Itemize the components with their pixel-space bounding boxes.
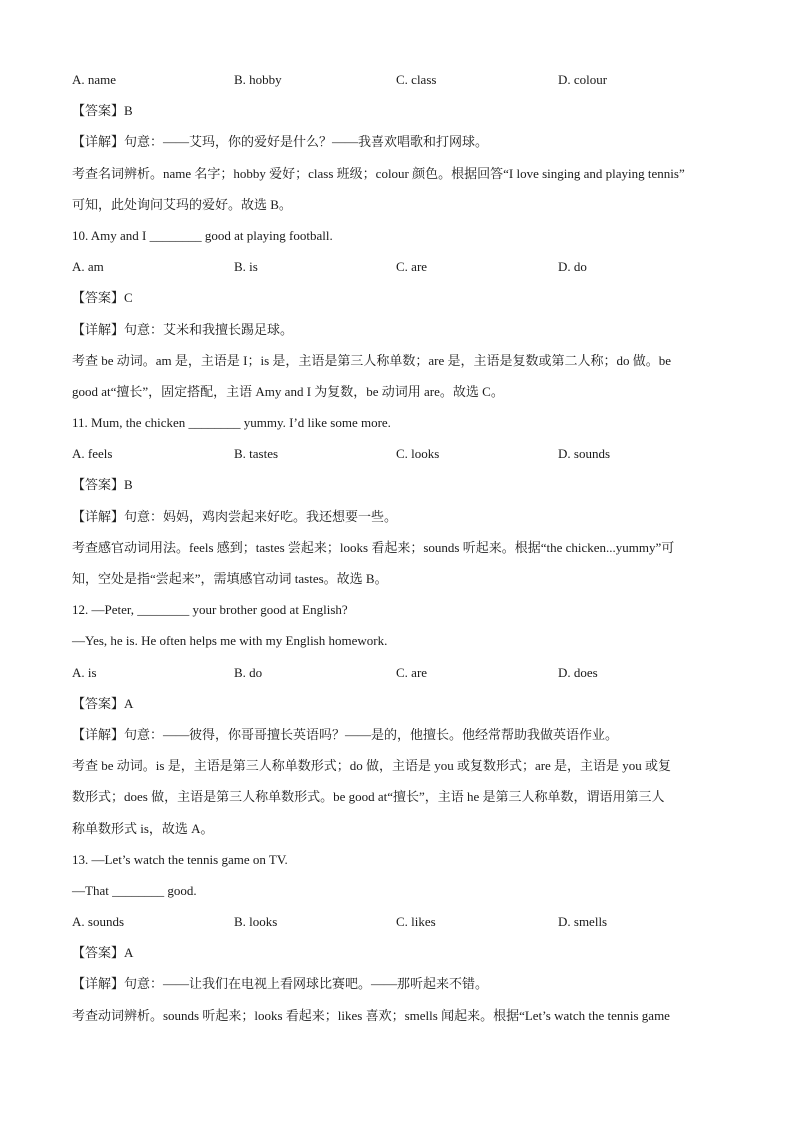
- text-line: 考查动词辨析。sounds 听起来；looks 看起来；likes 喜欢；smells 闻起来。根据“Let’s watch the tennis game: [72, 1007, 670, 1023]
- answer-line: 【答案】A: [72, 695, 134, 711]
- option-b: B. do: [234, 664, 263, 680]
- text-line: 考查名词辨析。name 名字；hobby 爱好；class 班级；colour 颜色。根据回答“I love singing and playing tennis”: [72, 165, 685, 181]
- explanation-line: 【详解】句意：妈妈，鸡肉尝起来好吃。我还想要一些。: [72, 508, 398, 524]
- option-d: D. smells: [558, 914, 608, 930]
- option-b: B. hobby: [234, 72, 282, 87]
- document-page: [72, 64, 732, 1031]
- option-b: B. looks: [234, 914, 278, 930]
- options-row: [72, 64, 732, 95]
- text-line: 可知，此处询问艾玛的爱好。故选 B。: [72, 196, 292, 212]
- text-line: 知，空处是指“尝起来”，需填感官动词 tastes。故选 B。: [72, 571, 388, 586]
- option-d: D. sounds: [558, 446, 611, 462]
- options-row: [72, 906, 732, 937]
- explanation-line: 【详解】句意：——让我们在电视上看网球比赛吧。——那听起来不错。: [72, 976, 489, 992]
- option-a: A. feels: [72, 446, 113, 462]
- answer-line: 【答案】C: [72, 290, 133, 306]
- option-b: B. tastes: [234, 446, 279, 462]
- text-line: 考查 be 动词。am 是，主语是 I；is 是，主语是第三人称单数；are 是，主语是复数或第二人称；do 做。be: [72, 352, 672, 368]
- option-c: C. are: [396, 664, 428, 680]
- option-d: D. colour: [558, 72, 608, 87]
- option-c: C. are: [396, 259, 428, 275]
- option-a: A. sounds: [72, 914, 125, 930]
- text-line: —Yes, he is. He often helps me with my English homework.: [72, 633, 388, 649]
- answer-line: 【答案】A: [72, 945, 134, 961]
- explanation-line: 【详解】句意：——艾玛，你的爱好是什么？——我喜欢唱歌和打网球。: [72, 134, 489, 150]
- option-a: A. name: [72, 72, 117, 87]
- text-line: 数形式；does 做，主语是第三人称单数形式。be good at“擅长”，主语 he 是第三人称单数，谓语用第三人: [72, 789, 665, 805]
- question-line: 10. Amy and I ________ good at playing football.: [72, 227, 333, 243]
- option-d: D. do: [558, 259, 587, 275]
- option-c: C. likes: [396, 914, 436, 930]
- explanation-line: 【详解】句意：艾米和我擅长踢足球。: [72, 321, 294, 337]
- answer-line: 【答案】B: [72, 103, 133, 119]
- options-row: [72, 251, 732, 282]
- answer-line: 【答案】B: [72, 477, 133, 493]
- options-row: [72, 657, 732, 688]
- options-row: [72, 438, 732, 469]
- text-line: good at“擅长”，固定搭配，主语 Amy and I 为复数，be 动词用 are。故选 C。: [72, 383, 504, 399]
- question-line: 11. Mum, the chicken ________ yummy. I’d like some more.: [72, 415, 391, 431]
- question-line: 12. —Peter, ________ your brother good at English?: [72, 602, 348, 618]
- text-line: —That ________ good.: [72, 882, 197, 898]
- option-a: A. am: [72, 259, 104, 275]
- explanation-line: 【详解】句意：——彼得，你哥哥擅长英语吗？——是的，他擅长。他经常帮助我做英语作业。: [72, 726, 619, 742]
- question-line: 13. —Let’s watch the tennis game on TV.: [72, 851, 288, 867]
- option-c: C. class: [396, 72, 437, 87]
- option-a: A. is: [72, 664, 97, 680]
- option-b: B. is: [234, 259, 258, 275]
- option-d: D. does: [558, 664, 598, 680]
- text-line: 称单数形式 is，故选 A。: [72, 820, 214, 836]
- option-c: C. looks: [396, 446, 440, 462]
- text-line: 考查感官动词用法。feels 感到；tastes 尝起来；looks 看起来；sounds 听起来。根据“the chicken...yummy”可: [72, 539, 675, 555]
- text-line: 考查 be 动词。is 是，主语是第三人称单数形式；do 做，主语是 you 或复数形式；are 是，主语是 you 或复: [72, 758, 672, 774]
